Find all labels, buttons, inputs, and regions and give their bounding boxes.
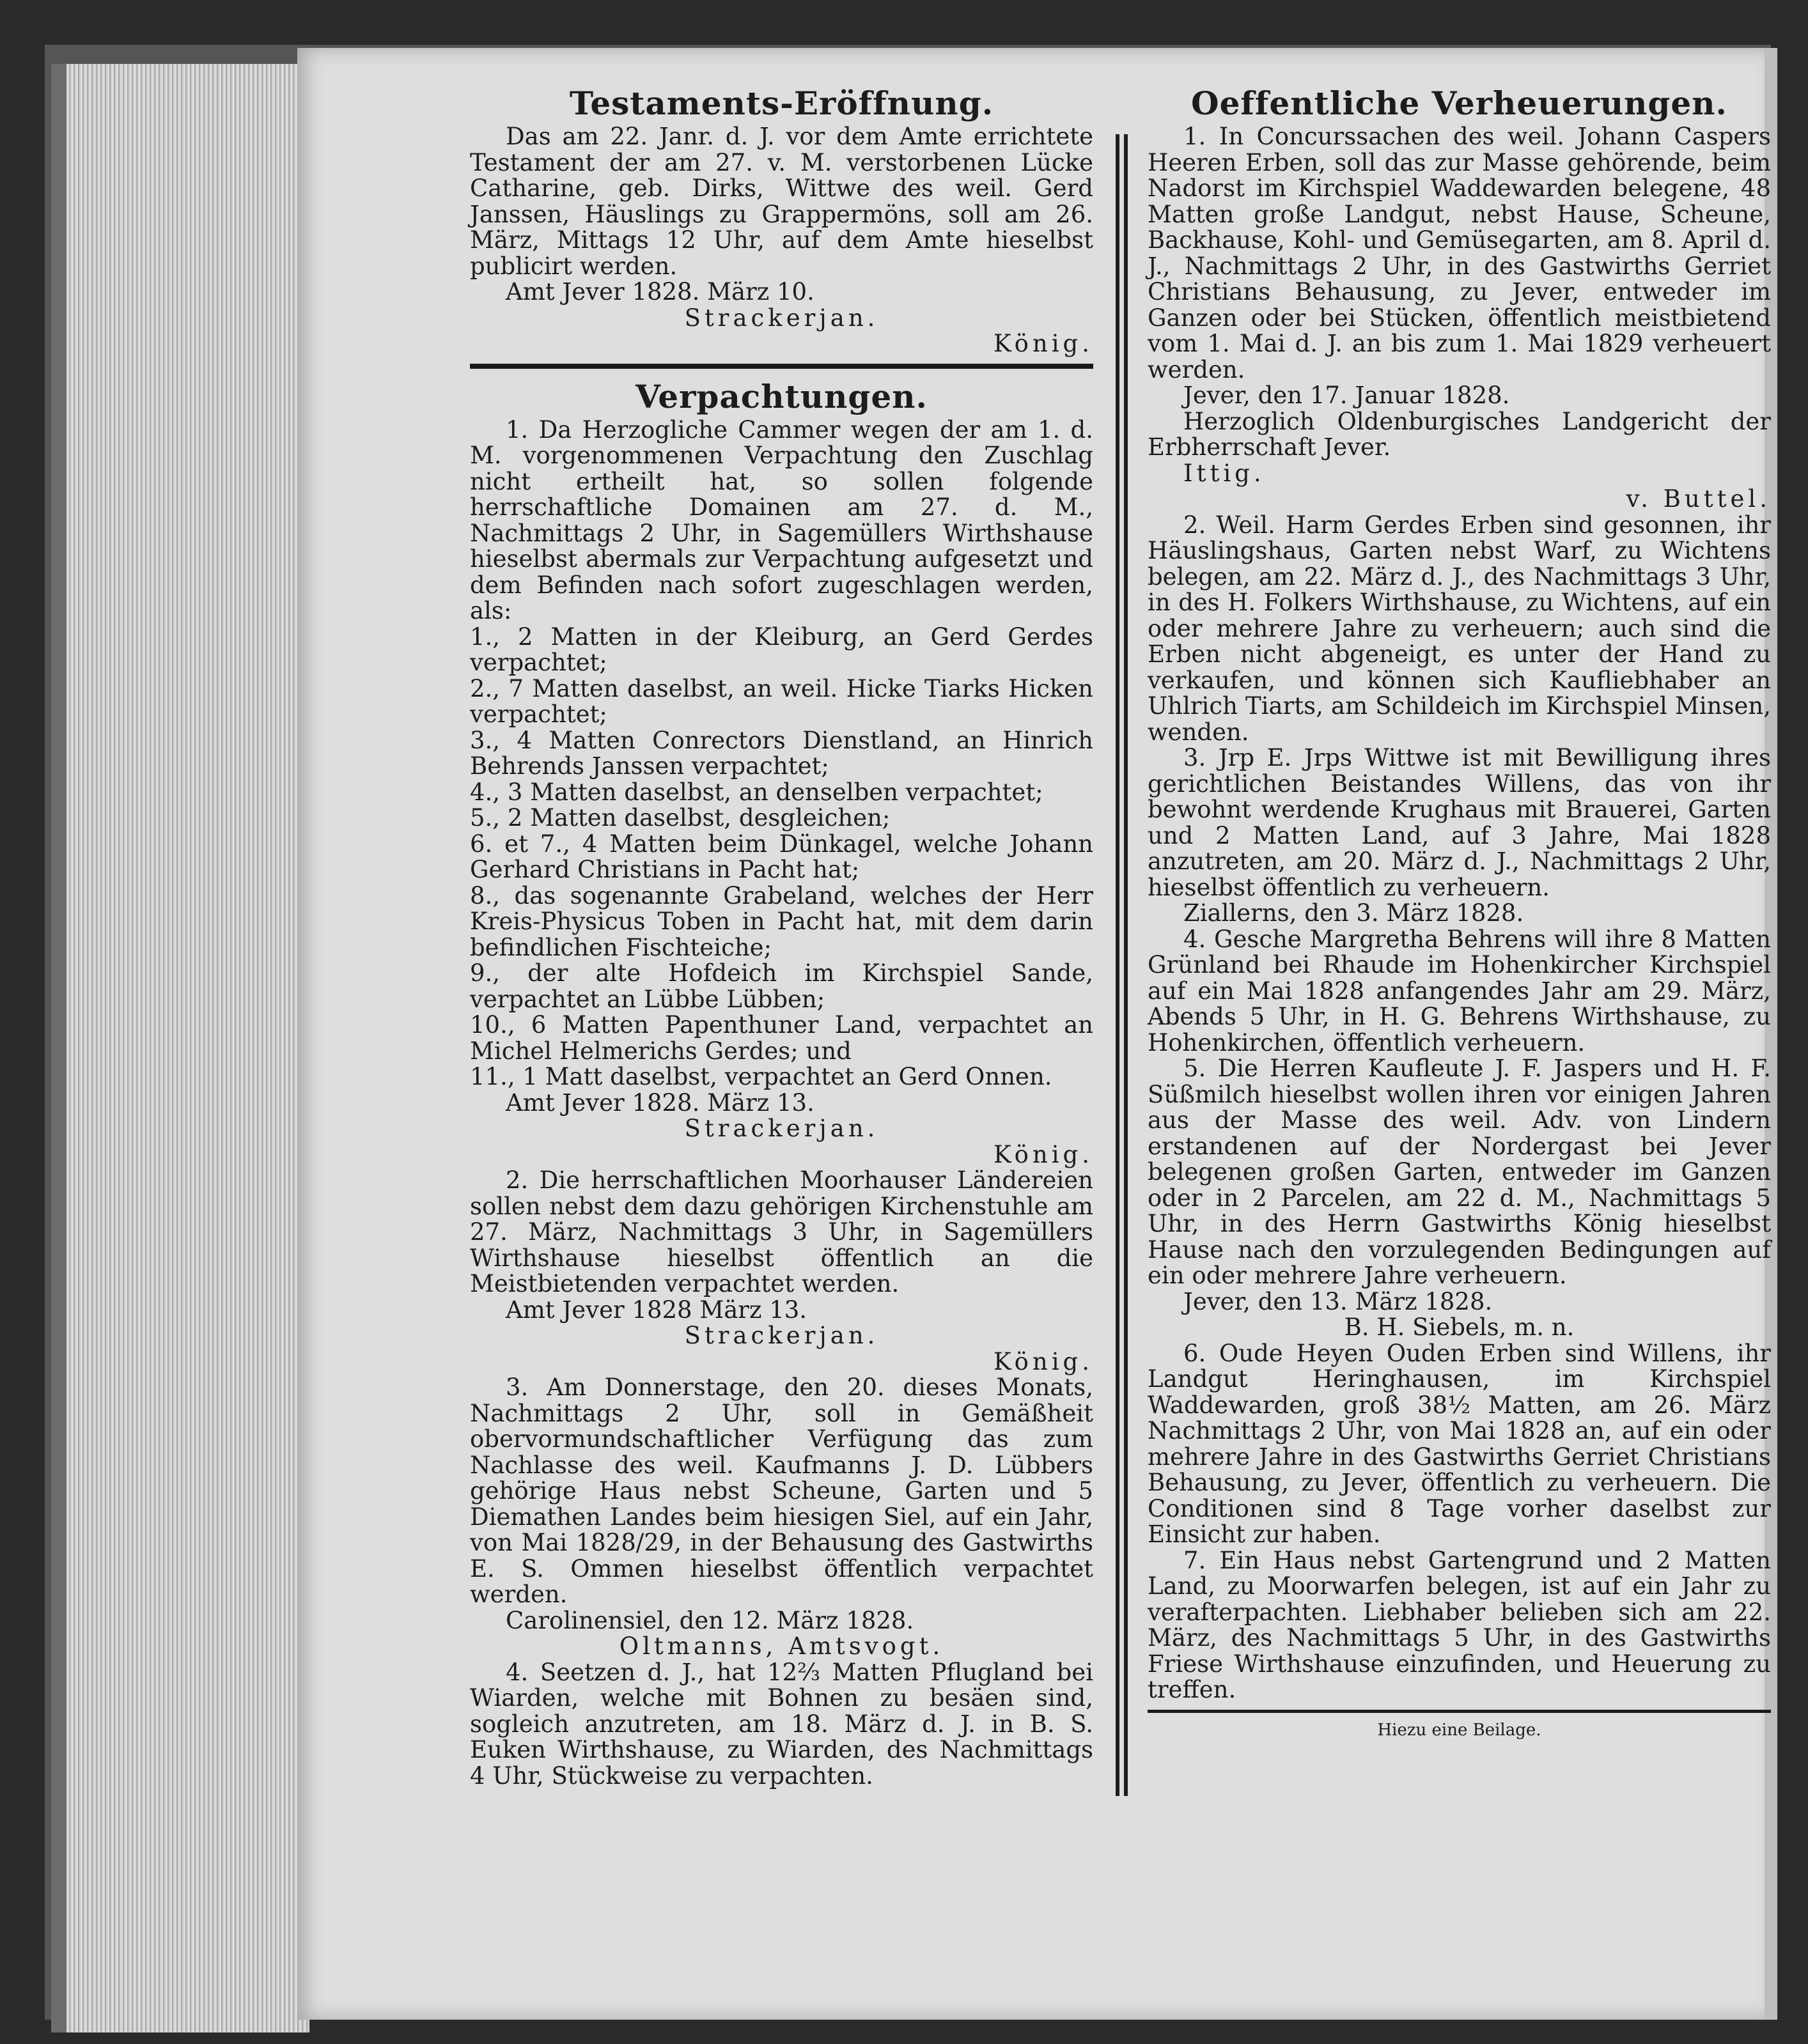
notice-3: 3. Jrp E. Jrps Wittwe ist mit Bewilligung ihres gerichtlichen Beistandes Willens, das von ihr bewohnt werdende Krughaus mit Brauerei, Garten und 2 Matten Land, auf 3 Jahre, Mai 1828 anzutreten, am 20. März d. J., Nachmittags 2 Uhr, hieselbst öffentlich zu verheuern. bbox=[1148, 744, 1771, 901]
column-divider bbox=[1124, 134, 1128, 1796]
notice-2: 2. Weil. Harm Gerdes Erben sind gesonnen, ihr Häuslingshaus, Garten nebst Warf, zu Wichtens belegen, am 22. März d. J., des Nachmittags 3 Uhr, in des H. Folkers Wirthshause, zu Wichtens, auf ein oder mehrere Jahre zu verheuern; auch sind die Erben nicht abgeneigt, es unter der Hand zu verkaufen, und können sich Kaufliebhaber an Uhlrich Tiarts, am Schildeich im Kirchspiel Minsen, wenden. bbox=[1148, 511, 1771, 746]
heading-verheuerungen: Oeffentliche Verheuerungen. bbox=[1191, 84, 1727, 122]
heading-verpachtungen: Verpachtungen. bbox=[635, 377, 928, 415]
notice-3: 3. Am Donnerstage, den 20. dieses Monats, Nachmittags 2 Uhr, soll in Gemäßheit obervormundschaftlicher Verfügung das zum Nachlasse des weil. Kaufmanns J. D. Lübbers gehörige Haus nebst Scheune, Garten und 5 Diemathen Landes beim hiesigen Siel, auf ein Jahr, von Mai 1828/29, in der Behausung des Gastwirths E. S. Ommen hieselbst öffentlich verpachtet werden. bbox=[470, 1374, 1093, 1608]
notice-4: 4. Gesche Margretha Behrens will ihre 8 Matten Grünland bei Rhaude im Hohenkircher Kirchspiel auf ein Mai 1828 anfangendes Jahr am 29. März, Abends 5 Uhr, in H. G. Behrens Wirthshause, zu Hohenkirchen, öffentlich verheuern. bbox=[1148, 925, 1771, 1057]
notice-2-place-date: Amt Jever 1828 März 13. bbox=[506, 1296, 807, 1324]
notice-1-signature: v. Buttel. bbox=[1626, 485, 1771, 513]
notice-3-place-date: Ziallerns, den 3. März 1828. bbox=[1183, 899, 1524, 927]
left-column bbox=[470, 83, 1093, 1789]
list-item: 8., das sogenannte Grabeland, welches der Herr Kreis-Physicus Toben in Pacht hat, mit dem darin befindlichen Fischteiche; bbox=[470, 881, 1093, 961]
list-item: 9., der alte Hofdeich im Kirchspiel Sande, verpachtet an Lübbe Lübben; bbox=[470, 959, 1093, 1013]
page-edges bbox=[51, 64, 309, 2032]
list-item: 1., 2 Matten in der Kleiburg, an Gerd Gerdes verpachtet; bbox=[470, 623, 1093, 676]
notice-4: 4. Seetzen d. J., hat 12⅔ Matten Pflugland bei Wiarden, welche mit Bohnen zu besäen sind, sogleich anzutreten, am 18. März d. J. in B. S. Euken Wirthshause, zu Wiarden, des Nachmittags 4 Uhr, Stückweise zu verpachten. bbox=[470, 1658, 1093, 1790]
list-item: 4., 3 Matten daselbst, an denselben verpachtet; bbox=[470, 778, 1043, 806]
heading-testament: Testaments-Eröffnung. bbox=[569, 84, 994, 122]
testament-place-date: Amt Jever 1828. März 10. bbox=[506, 278, 814, 306]
notice-1-court: Herzoglich Oldenburgisches Landgericht der Erbherrschaft Jever. bbox=[1148, 407, 1771, 461]
list-item: 10., 6 Matten Papenthuner Land, verpachtet an Michel Helmerichs Gerdes; und bbox=[470, 1011, 1093, 1065]
notice-2: 2. Die herrschaftlichen Moorhauser Ländereien sollen nebst dem dazu gehörigen Kirchenstuhle am 27. März, Nachmittags 3 Uhr, in Sagemüllers Wirthshause hieselbst öffentlich an die Meistbietenden verpachtet werden. bbox=[470, 1166, 1093, 1297]
list-item: 2., 7 Matten daselbst, an weil. Hicke Tiarks Hicken verpachtet; bbox=[470, 674, 1093, 728]
notice-1-place-date: Amt Jever 1828. März 13. bbox=[506, 1088, 814, 1117]
list-item: 6. et 7., 4 Matten beim Dünkagel, welche Johann Gerhard Christians in Pacht hat; bbox=[470, 830, 1093, 883]
notice-1-signature: König. bbox=[993, 1140, 1093, 1168]
notice-1-intro: 1. Da Herzogliche Cammer wegen der am 1. d. M. vorgenommenen Verpachtung den Zuschlag nicht ertheilt hat, so sollen folgende herrschaftliche Domainen am 27. d. M., Nachmittags 2 Uhr, in Sagemüllers Wirthshause hieselbst abermals zur Verpachtung aufgesetzt und dem Befinden nach sofort zugeschlagen werden, als: bbox=[470, 415, 1093, 624]
notice-3-place-date: Carolinensiel, den 12. März 1828. bbox=[506, 1606, 914, 1634]
notice-1-signature: Strackerjan. bbox=[684, 1115, 879, 1142]
testament-body: Das am 22. Janr. d. J. vor dem Amte errichtete Testament der am 27. v. M. verstorbenen Lücke Catharine, geb. Dirks, Wittwe des weil. Gerd Janssen, Häuslings zu Grappermöns, soll am 26. März, Mittags 12 Uhr, auf dem Amte hieselbst publicirt werden. bbox=[470, 123, 1093, 280]
footer-rule bbox=[1148, 1710, 1771, 1713]
column-divider bbox=[1116, 134, 1119, 1796]
notice-1: 1. In Concurssachen des weil. Johann Caspers Heeren Erben, soll das zur Masse gehörende, beim Nadorst im Kirchspiel Waddewarden belegene, 48 Matten große Landgut, nebst Hause, Scheune, Backhause, Kohl- und Gemüsegarten, am 8. April d. J., Nachmittags 2 Uhr, in des Gastwirths Gerriet Christians Behausung, zu Jever, entweder im Ganzen oder bei Stücken, öffentlich meistbietend vom 1. Mai d. J. an bis zum 1. Mai 1829 verheuert werden. bbox=[1148, 123, 1771, 383]
testament-signature: Strackerjan. bbox=[684, 304, 879, 332]
notice-3-signature: Oltmanns, Amtsvogt. bbox=[619, 1632, 944, 1660]
notice-5-signature: B. H. Siebels, m. n. bbox=[1344, 1313, 1575, 1341]
testament-signature: König. bbox=[993, 330, 1093, 357]
notice-7: 7. Ein Haus nebst Gartengrund und 2 Matten Land, zu Moorwarfen belegen, ist auf ein Jahr zu verafterpachten. Liebhaber belieben sich am 22. März, des Nachmittags 5 Uhr, in des Gastwirths Friese Wirthshause einzufinden, und Heuerung zu treffen. bbox=[1148, 1546, 1771, 1703]
notice-1-place-date: Jever, den 17. Januar 1828. bbox=[1183, 382, 1510, 409]
list-item: 5., 2 Matten daselbst, desgleichen; bbox=[470, 804, 891, 832]
notice-2-signature: Strackerjan. bbox=[684, 1322, 879, 1349]
notice-2-signature: König. bbox=[993, 1347, 1093, 1375]
section-rule bbox=[470, 364, 1093, 369]
notice-6: 6. Oude Heyen Ouden Erben sind Willens, ihr Landgut Heringhausen, im Kirchspiel Waddewarden, groß 38½ Matten, am 26. März Nachmittags 2 Uhr, von Mai 1828 an, auf ein oder mehrere Jahre in des Gastwirths Gerriet Christians Behausung, zu Jever, öffentlich zu verheuern. Die Conditionen sind 8 Tage vorher daselbst zur Einsicht zur haben. bbox=[1148, 1339, 1771, 1548]
right-column bbox=[1148, 83, 1771, 1741]
list-item: 3., 4 Matten Conrectors Dienstland, an Hinrich Behrends Janssen verpachtet; bbox=[470, 726, 1093, 780]
notice-5: 5. Die Herren Kaufleute J. F. Jaspers und H. F. Süßmilch hieselbst wollen ihren vor einigen Jahren aus der Masse des weil. Adv. von Lindern erstandenen auf der Nordergast bei Jever belegenen großen Garten, entweder im Ganzen oder in 2 Parcelen, am 22 d. M., Nachmittags 5 Uhr, in des Herrn Gastwirths König hieselbst Hause nach den vorzulegenden Bedingungen auf ein oder mehrere Jahre verheuern. bbox=[1148, 1055, 1771, 1289]
footer-note: Hiezu eine Beilage. bbox=[1377, 1720, 1541, 1740]
notice-5-place-date: Jever, den 13. März 1828. bbox=[1183, 1287, 1493, 1315]
notice-1-signature: Ittig. bbox=[1183, 459, 1265, 487]
list-item: 11., 1 Matt daselbst, verpachtet an Gerd Onnen. bbox=[470, 1063, 1052, 1090]
